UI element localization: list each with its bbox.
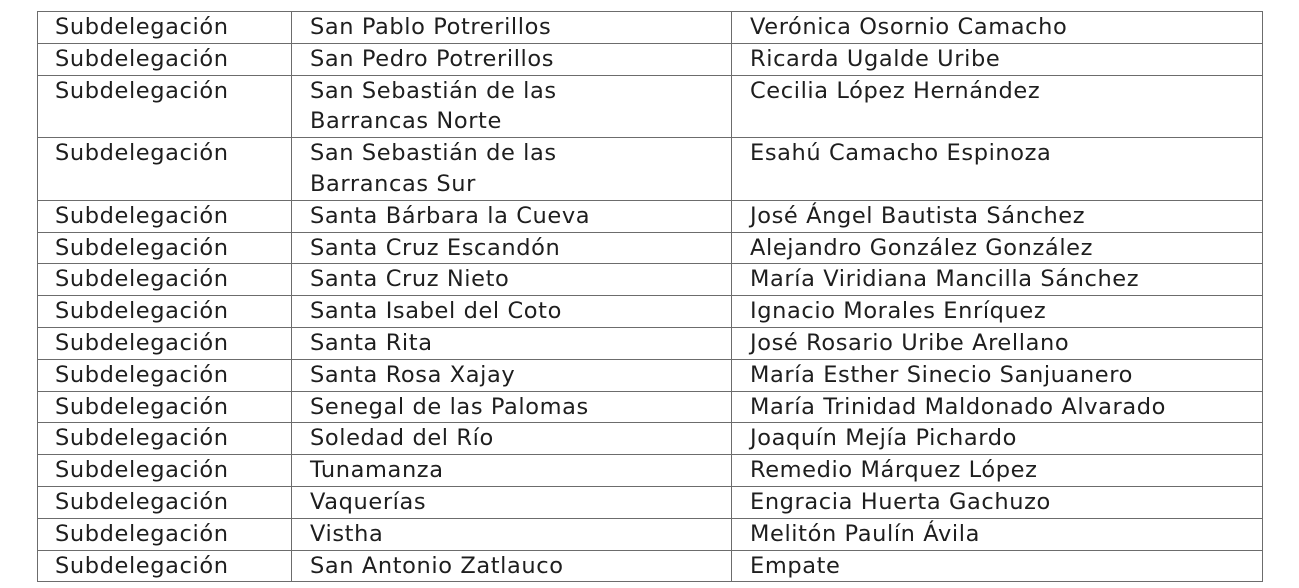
nombre-cell: Esahú Camacho Espinoza	[732, 138, 1263, 201]
cargo-cell: Subdelegación	[38, 200, 292, 232]
localidad-cell: San Pablo Potrerillos	[292, 12, 732, 44]
localidad-cell: San Antonio Zatlauco	[292, 550, 732, 582]
nombre-cell: Remedio Márquez López	[732, 455, 1263, 487]
localidad-line: Barrancas Sur	[310, 170, 477, 197]
table-row	[38, 550, 1263, 582]
cargo-cell: Subdelegación	[38, 550, 292, 582]
nombre-cell: Engracia Huerta Gachuzo	[732, 486, 1263, 518]
results-table-container	[37, 11, 1262, 582]
table-row	[38, 75, 1263, 138]
localidad-cell: Santa Bárbara la Cueva	[292, 200, 732, 232]
cargo-cell: Subdelegación	[38, 423, 292, 455]
localidad-cell: Santa Cruz Escandón	[292, 232, 732, 264]
cargo-cell: Subdelegación	[38, 264, 292, 296]
localidad-cell: Tunamanza	[292, 455, 732, 487]
localidad-cell: Vaquerías	[292, 486, 732, 518]
table-row	[38, 296, 1263, 328]
nombre-cell: Empate	[732, 550, 1263, 582]
cargo-cell: Subdelegación	[38, 391, 292, 423]
nombre-cell: Joaquín Mejía Pichardo	[732, 423, 1263, 455]
nombre-cell: María Esther Sinecio Sanjuanero	[732, 359, 1263, 391]
cargo-cell: Subdelegación	[38, 138, 292, 201]
localidad-cell	[292, 75, 732, 138]
table-row	[38, 43, 1263, 75]
cargo-cell: Subdelegación	[38, 232, 292, 264]
table-row	[38, 232, 1263, 264]
nombre-cell: Alejandro González González	[732, 232, 1263, 264]
localidad-line: San Sebastián de las	[310, 77, 557, 104]
cargo-cell: Subdelegación	[38, 455, 292, 487]
cargo-cell: Subdelegación	[38, 486, 292, 518]
nombre-cell: María Trinidad Maldonado Alvarado	[732, 391, 1263, 423]
cargo-cell: Subdelegación	[38, 43, 292, 75]
nombre-cell: José Rosario Uribe Arellano	[732, 327, 1263, 359]
table-row	[38, 391, 1263, 423]
localidad-cell: Senegal de las Palomas	[292, 391, 732, 423]
table-row	[38, 455, 1263, 487]
cargo-cell: Subdelegación	[38, 12, 292, 44]
localidad-cell: Soledad del Río	[292, 423, 732, 455]
cargo-cell: Subdelegación	[38, 296, 292, 328]
localidad-cell: San Pedro Potrerillos	[292, 43, 732, 75]
nombre-cell: María Viridiana Mancilla Sánchez	[732, 264, 1263, 296]
localidad-line: Barrancas Norte	[310, 108, 502, 135]
localidad-cell: Santa Rosa Xajay	[292, 359, 732, 391]
localidad-cell: Santa Rita	[292, 327, 732, 359]
localidad-line: San Sebastián de las	[310, 140, 557, 167]
table-row	[38, 327, 1263, 359]
localidad-cell: Santa Cruz Nieto	[292, 264, 732, 296]
table-row	[38, 138, 1263, 201]
table-row	[38, 359, 1263, 391]
localidad-cell: Santa Isabel del Coto	[292, 296, 732, 328]
nombre-cell: Melitón Paulín Ávila	[732, 518, 1263, 550]
nombre-cell: Cecilia López Hernández	[732, 75, 1263, 138]
table-row	[38, 423, 1263, 455]
cargo-cell: Subdelegación	[38, 518, 292, 550]
table-row	[38, 264, 1263, 296]
cargo-cell: Subdelegación	[38, 75, 292, 138]
nombre-cell: José Ángel Bautista Sánchez	[732, 200, 1263, 232]
table-row	[38, 12, 1263, 44]
table-row	[38, 486, 1263, 518]
cargo-cell: Subdelegación	[38, 327, 292, 359]
localidad-cell	[292, 138, 732, 201]
table-row	[38, 518, 1263, 550]
table-row	[38, 200, 1263, 232]
nombre-cell: Verónica Osornio Camacho	[732, 12, 1263, 44]
results-table	[37, 11, 1263, 582]
cargo-cell: Subdelegación	[38, 359, 292, 391]
localidad-cell: Vistha	[292, 518, 732, 550]
nombre-cell: Ignacio Morales Enríquez	[732, 296, 1263, 328]
nombre-cell: Ricarda Ugalde Uribe	[732, 43, 1263, 75]
